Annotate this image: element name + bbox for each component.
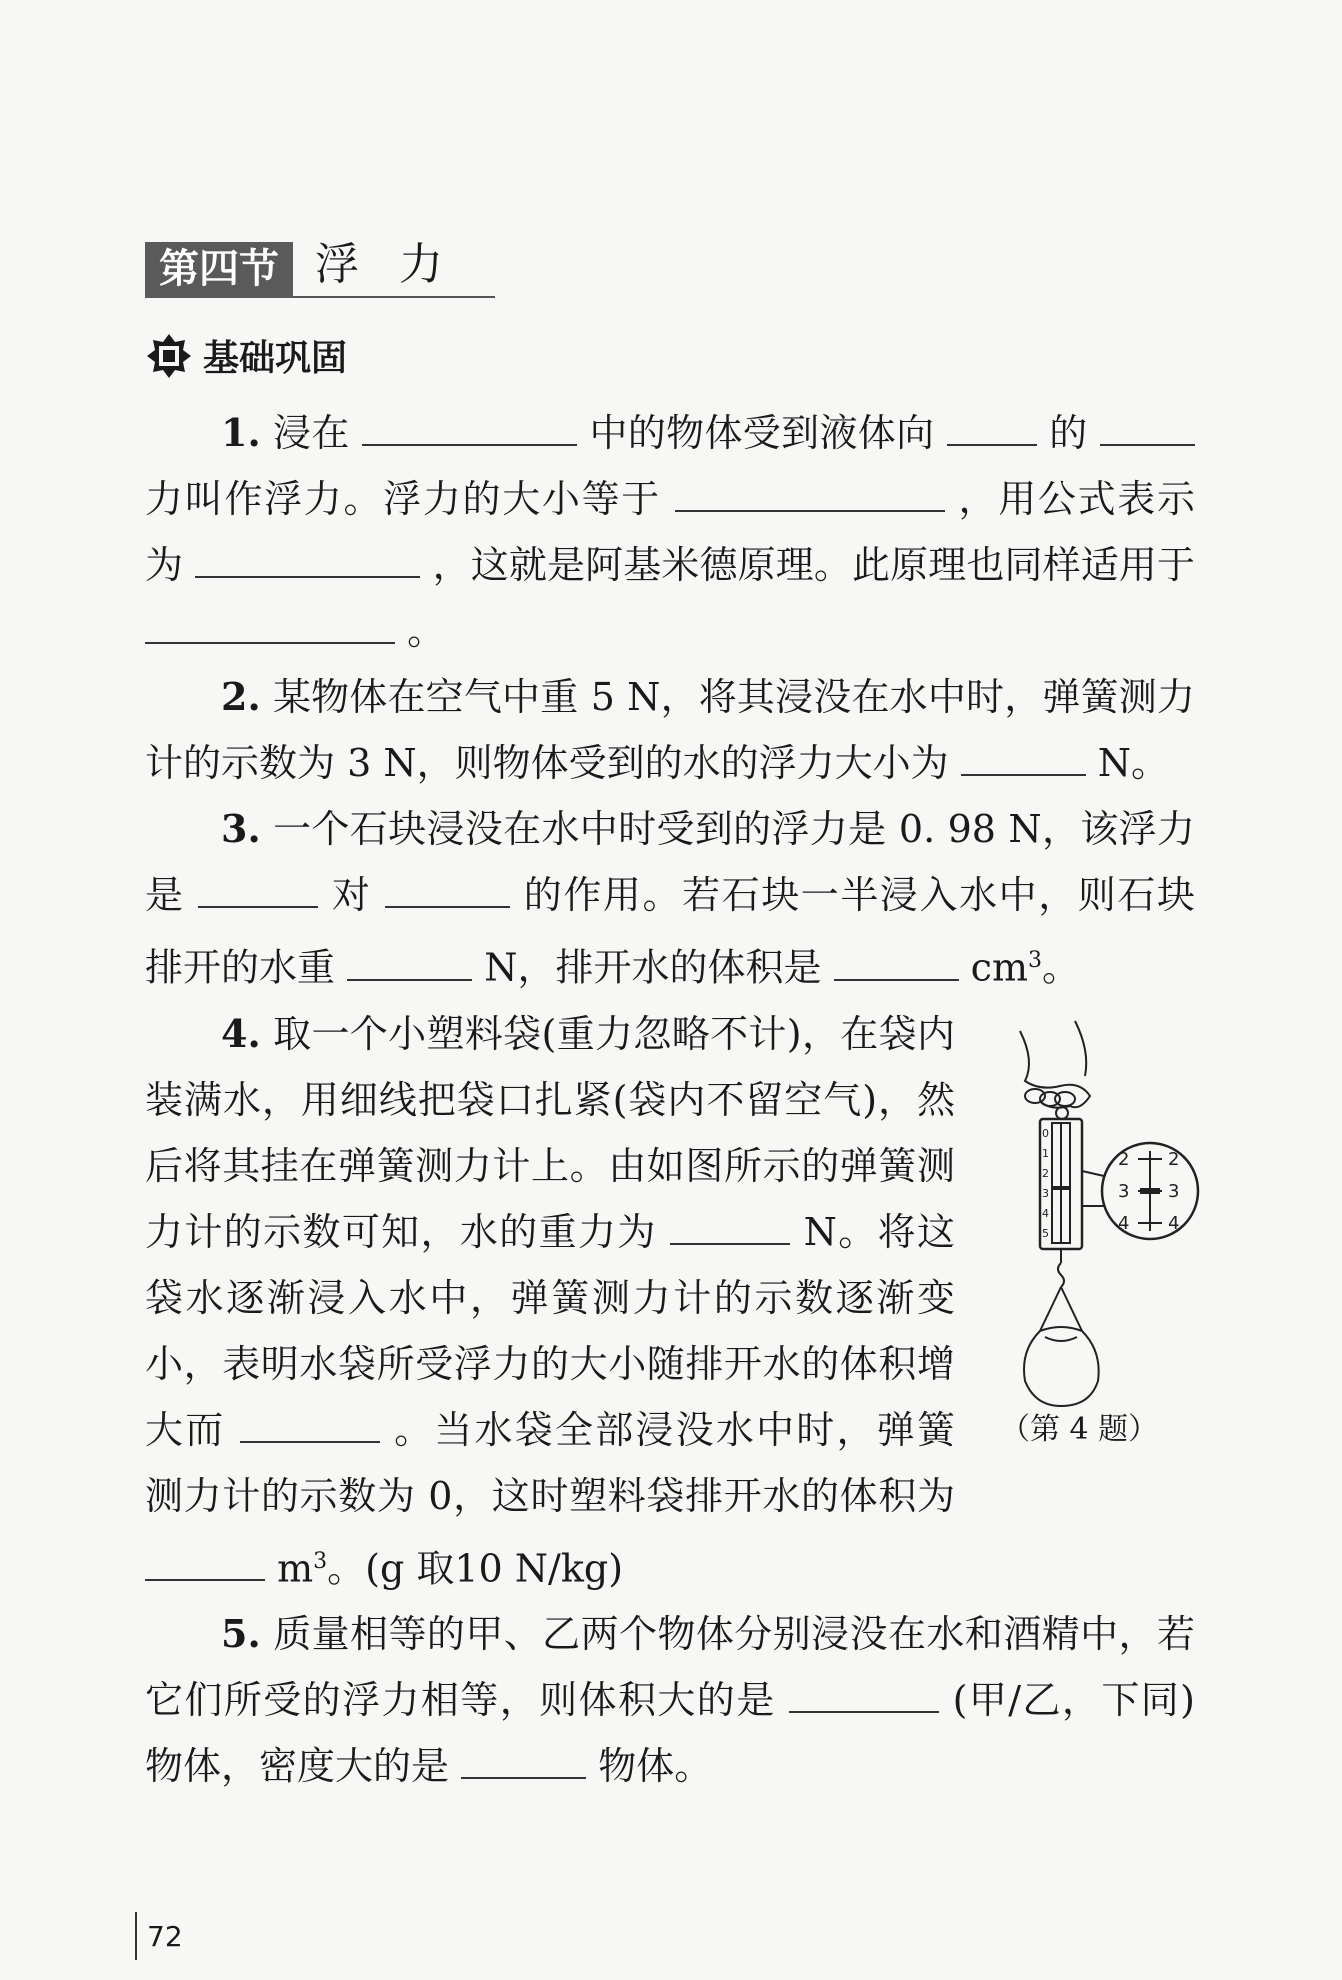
question-number: 5. — [221, 1611, 261, 1657]
answer-blank[interactable] — [1100, 404, 1195, 446]
question-number: 1. — [221, 410, 261, 455]
svg-text:4: 4 — [1168, 1212, 1180, 1234]
question-number: 4. — [221, 1010, 261, 1056]
svg-text:1: 1 — [1042, 1146, 1049, 1160]
figure-caption: （第 4 题） — [1000, 1411, 1159, 1447]
answer-blank[interactable] — [145, 1539, 265, 1581]
section-title: 浮力 — [315, 239, 483, 290]
answer-blank[interactable] — [834, 939, 959, 981]
question-3: 3. 一个石块浸没在水中时受到的浮力是 0. 98 N，该浮力是 对 的作用。若石块一半浸入水中，则石块排开的水重 N，排开水的体积是 $cm^3$。 — [145, 806, 1195, 990]
answer-blank[interactable] — [385, 866, 510, 908]
answer-blank[interactable] — [347, 939, 472, 981]
svg-text:3: 3 — [1042, 1186, 1049, 1200]
question-number: 2. — [221, 674, 261, 719]
svg-text:3: 3 — [1168, 1180, 1180, 1202]
question-5: 5. 质量相等的甲、乙两个物体分别浸没在水和酒精中，若它们所受的浮力相等，则体积大的是 (甲/乙，下同)物体，密度大的是 物体。 — [145, 1611, 1195, 1789]
answer-blank[interactable] — [198, 866, 318, 908]
answer-blank[interactable] — [675, 470, 945, 512]
spring-scale-figure — [980, 1001, 1200, 1461]
answer-blank[interactable] — [362, 404, 577, 446]
question-1: 1. 浸在 中的物体受到液体向 的 力叫作浮力。浮力的大小等于 ，用公式表示为 ，这就是阿基米德原理。此原理也同样适用于 。 — [145, 400, 1195, 664]
svg-text:2: 2 — [1042, 1166, 1049, 1180]
question-2: 2. 某物体在空气中重 5 N，将其浸没在水中时，弹簧测力计的示数为 3 N，则物体受到的水的浮力大小为 N。 — [145, 674, 1195, 785]
diamond-badge-icon — [145, 332, 193, 380]
section-header — [145, 228, 495, 298]
subsection-header — [145, 330, 347, 381]
answer-blank[interactable] — [461, 1737, 586, 1779]
answer-blank[interactable] — [195, 536, 420, 578]
svg-text:4: 4 — [1118, 1212, 1130, 1234]
question-number: 3. — [221, 806, 261, 851]
question-4: 4. 取一个小塑料袋(重力忽略不计)，在袋内装满水，用细线把袋口扎紧(袋内不留空气)，然后将其挂在弹簧测力计上。由如图所示的弹簧测力计的示数可知，水的重力为 N。将这袋水逐渐浸入水中，弹簧测力计的示数逐渐变小，表明水袋所受浮力的大小随排开水的体积增大而 。当水袋全部浸没水中时，弹簧测力计的示数为 0，这时塑料袋排开水的体积为 $m^3$。(g 取10 N/kg) — [145, 1010, 955, 1591]
svg-text:3: 3 — [1118, 1180, 1130, 1202]
page-footer — [135, 1912, 183, 1960]
subsection-title: 基础巩固 — [203, 338, 348, 379]
answer-blank[interactable] — [670, 1203, 790, 1245]
svg-text:4: 4 — [1042, 1206, 1049, 1220]
answer-blank[interactable] — [240, 1401, 380, 1443]
svg-text:2: 2 — [1168, 1148, 1180, 1170]
answer-blank[interactable] — [789, 1671, 939, 1713]
page-number: 72 — [147, 1919, 183, 1953]
answer-blank[interactable] — [145, 602, 395, 644]
question-4-block — [145, 1001, 1195, 1602]
svg-text:5: 5 — [1042, 1226, 1049, 1240]
question-list — [145, 400, 1195, 1799]
svg-text:2: 2 — [1118, 1148, 1130, 1170]
answer-blank[interactable] — [961, 734, 1086, 776]
section-badge: 第四节 — [145, 242, 293, 298]
answer-blank[interactable] — [947, 404, 1037, 446]
svg-text:0: 0 — [1042, 1126, 1049, 1140]
